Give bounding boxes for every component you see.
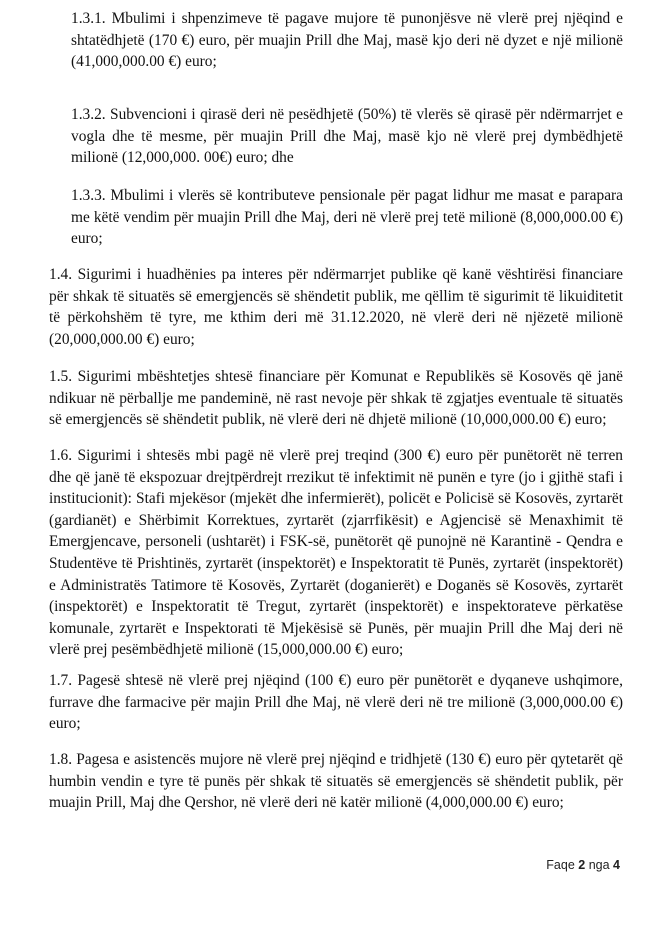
total-pages-number: 4: [613, 858, 620, 872]
footer-separator: nga: [588, 858, 610, 872]
paragraph-1-5: 1.5. Sigurimi mbështetjes shtesë financiare për Komunat e Republikës së Kosovës që janë ndikuar në përballje me pandeminë, në rast nevoje për shkak të zgjatjes eventuale të situatës së emergjencës së shëndetit publik, në vlerë deri në dhjetë milionë (10,000,000.00 €) euro;: [49, 368, 623, 429]
paragraph-1-3-2: 1.3.2. Subvencioni i qirasë deri në pesëdhjetë (50%) të vlerës së qirasë për ndërmarrjet e vogla dhe të mesme, për muajin Prill dhe Maj, masë kjo në vlerë prej dymbëdhjetë milionë (12,000,000. 00€) euro; dhe: [71, 106, 623, 167]
paragraph-1-8: 1.8. Pagesa e asistencës mujore në vlerë prej njëqind e tridhjetë (130 €) euro për qytetarët që humbin vendin e tyre të punës për shkak të situatës së emergjencës së shëndetit publik, për muajin Prill, Maj dhe Qershor, në vlerë deri në katër milionë (4,000,000.00 €) euro;: [49, 751, 623, 812]
paragraph-1-7: 1.7. Pagesë shtesë në vlerë prej njëqind (100 €) euro për punëtorët e dyqaneve ushqimore, furrave dhe farmacive për majin Prill dhe Maj, në vlerë deri në tre milionë (3,000,000.00 €) euro;: [49, 672, 623, 733]
paragraph-1-3-1: 1.3.1. Mbulimi i shpenzimeve të pagave mujore të punonjësve në vlerë prej njëqind e shtatëdhjetë (170 €) euro, për muajin Prill dhe Maj, masë kjo deri në dyzet e një milionë (41,000,000.00 €) euro;: [71, 10, 623, 71]
paragraph-1-3-3: 1.3.3. Mbulimi i vlerës së kontributeve pensionale për pagat lidhur me masat e parapara me këtë vendim për muajin Prill dhe Maj, deri në vlerë prej tetë milionë (8,000,000.00 €) euro;: [71, 187, 623, 248]
page-number-footer: [546, 858, 620, 872]
current-page-number: 2: [578, 858, 586, 872]
paragraph-1-4: 1.4. Sigurimi i huadhënies pa interes për ndërmarrjet publike që kanë vështirësi financiare për shkak të situatës së emergjencës së shëndetit publik, me qëllim të sigurimit të likuiditetit të përkohshëm të tyre, me kthim deri më 31.12.2020, në vlerë deri në njëzetë milionë (20,000,000.00 €) euro;: [49, 266, 623, 348]
footer-prefix: Faqe: [546, 858, 575, 872]
paragraph-1-6: 1.6. Sigurimi i shtesës mbi pagë në vlerë prej treqind (300 €) euro për punëtorët në terren dhe që janë të ekspozuar drejtpërdrejt rrezikut të infektimit në punën e tyre (jo i gjithë stafi i institucionit): Stafi mjekësor (mjekët dhe infermierët), policët e Policisë së Kosovës, zyrtarët (gardianët) e Shërbimit Korrektues, zyrtarët (zjarrfikësit) e Agjencisë së Menaxhimit të Emergjencave, personeli (ushtarët) i FSK-së, punëtorët që punojnë në Karantinë - Qendra e Studentëve të Prishtinës, zyrtarët (inspektorët) e Inspektoratit të Punës, zyrtarët (inspektorët) e Administratës Tatimore të Kosovës, Zyrtarët (doganierët) e Doganës së Kosovës, zyrtarët (inspektorët) e Inspektoratit të Tregut, zyrtarët (inspektorët) e inspektorateve përkatëse komunale, zyrtarët e Inspektorati të Mjekësisë së Punës, për muajin Prill dhe Maj deri në vlerë prej pesëmbëdhjetë milionë (15,000,000.00 €) euro;: [49, 447, 623, 659]
